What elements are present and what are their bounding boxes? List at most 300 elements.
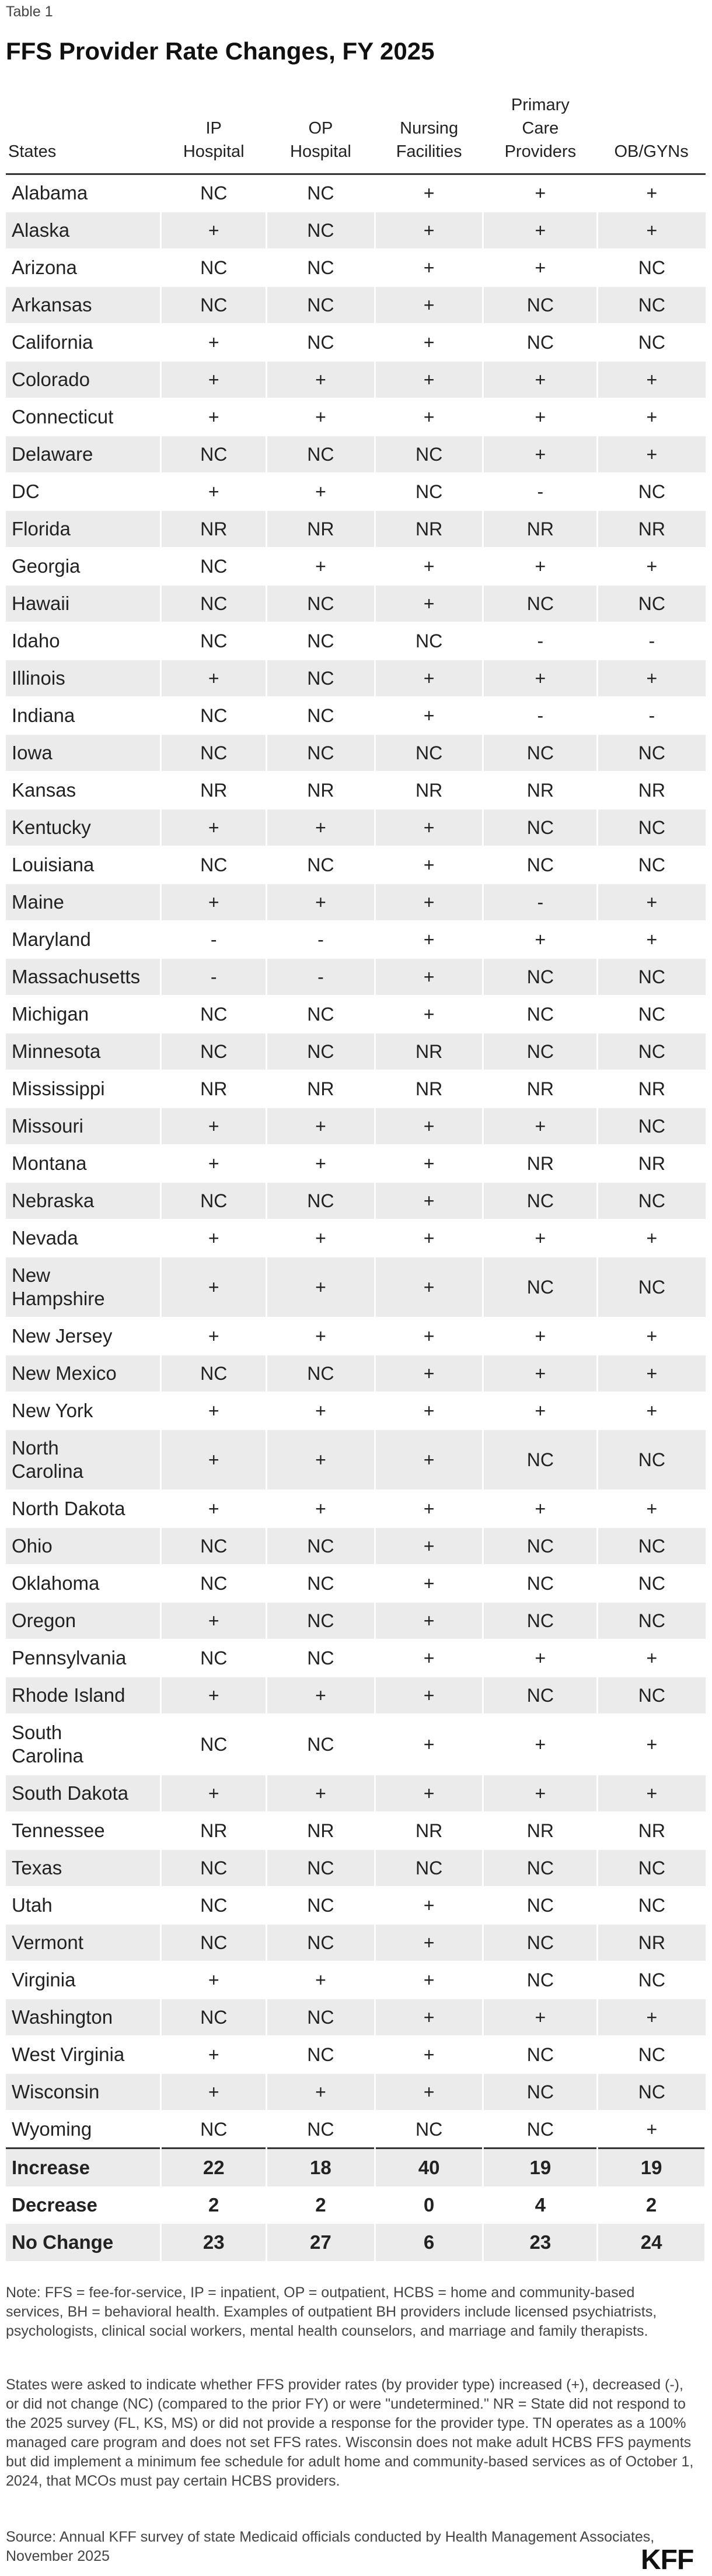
cell-ip: NC [161,2111,267,2149]
cell-nf: + [375,1775,483,1812]
cell-obgyn: NC [598,2036,706,2073]
table-row [6,1145,706,1182]
cell-op: + [267,473,375,510]
cell-ip: + [161,212,267,249]
cell-obgyn: + [598,1392,706,1429]
cell-ip: NC [161,1033,267,1070]
cell-obgyn: NC [598,1182,706,1219]
state-name: Massachusetts [6,958,161,996]
total-obgyn: 19 [598,2149,706,2187]
table-row [6,510,706,548]
cell-pcp: + [483,1392,598,1429]
cell-nf: + [375,324,483,361]
cell-ip: + [161,884,267,921]
cell-pcp: NC [483,846,598,884]
cell-obgyn: + [598,1775,706,1812]
state-name: Georgia [6,548,161,585]
cell-ip: + [161,1145,267,1182]
cell-obgyn: NC [598,1887,706,1924]
cell-pcp: NC [483,809,598,846]
table-row [6,1602,706,1639]
cell-ip: NC [161,585,267,622]
table-row [6,1639,706,1677]
cell-op: + [267,1961,375,1999]
table-row [6,2111,706,2149]
cell-op: NR [267,772,375,809]
cell-op: + [267,1317,375,1355]
table-row [6,697,706,734]
cell-op: NC [267,1887,375,1924]
cell-ip: NR [161,1812,267,1849]
cell-obgyn: NC [598,1849,706,1887]
cell-ip: NC [161,622,267,660]
table-row [6,1070,706,1107]
table-row [6,1317,706,1355]
cell-pcp: NR [483,1145,598,1182]
state-name: Delaware [6,436,161,473]
cell-op: + [267,1429,375,1490]
state-name: North Dakota [6,1490,161,1527]
state-name: New York [6,1392,161,1429]
cell-obgyn: NR [598,772,706,809]
cell-op: + [267,1775,375,1812]
state-name: DC [6,473,161,510]
cell-nf: NR [375,1812,483,1849]
state-name: Arizona [6,249,161,286]
header-states: States [6,92,161,174]
cell-obgyn: + [598,436,706,473]
table-row [6,1887,706,1924]
cell-ip: + [161,1392,267,1429]
cell-obgyn: + [598,921,706,958]
cell-pcp: - [483,884,598,921]
table-row [6,660,706,697]
cell-op: NR [267,510,375,548]
total-ip: 23 [161,2224,267,2261]
state-name: Oregon [6,1602,161,1639]
cell-ip: + [161,398,267,436]
cell-ip: NC [161,174,267,212]
table-row [6,174,706,212]
cell-ip: NC [161,548,267,585]
cell-obgyn: NC [598,473,706,510]
cell-op: NC [267,249,375,286]
cell-ip: NR [161,510,267,548]
cell-nf: + [375,660,483,697]
table-row [6,1924,706,1961]
cell-ip: + [161,1429,267,1490]
table-row [6,473,706,510]
cell-obgyn: NC [598,1527,706,1565]
state-name: Vermont [6,1924,161,1961]
cell-obgyn: + [598,660,706,697]
total-obgyn: 24 [598,2224,706,2261]
rate-table [6,92,706,2261]
table-row [6,734,706,772]
totals-label: No Change [6,2224,161,2261]
cell-op: + [267,361,375,398]
cell-pcp: + [483,921,598,958]
total-nf: 6 [375,2224,483,2261]
cell-pcp: NC [483,1961,598,1999]
table-row [6,249,706,286]
cell-obgyn: NC [598,996,706,1033]
table-label: Table 1 [6,3,53,20]
cell-obgyn: NC [598,1033,706,1070]
header-obgyns: OB/GYNs [598,92,706,174]
cell-nf: + [375,1429,483,1490]
state-name: Kansas [6,772,161,809]
cell-ip: NC [161,1639,267,1677]
cell-pcp: NC [483,996,598,1033]
cell-ip: + [161,660,267,697]
cell-nf: + [375,1999,483,2036]
cell-op: + [267,1219,375,1257]
table-row [6,1219,706,1257]
cell-ip: + [161,1602,267,1639]
total-pcp: 4 [483,2186,598,2224]
header-primary-care: Primary Care Providers [483,92,598,174]
cell-ip: + [161,1490,267,1527]
state-name: California [6,324,161,361]
cell-nf: + [375,809,483,846]
totals-row [6,2224,706,2261]
table-row [6,846,706,884]
cell-obgyn: NR [598,510,706,548]
table-row [6,398,706,436]
cell-nf: + [375,697,483,734]
cell-pcp: + [483,1714,598,1775]
cell-nf: + [375,1602,483,1639]
cell-pcp: NR [483,510,598,548]
header-nursing-facilities: Nursing Facilities [375,92,483,174]
cell-nf: + [375,398,483,436]
cell-pcp: NC [483,1924,598,1961]
state-name: Nebraska [6,1182,161,1219]
cell-pcp: + [483,1219,598,1257]
cell-obgyn: + [598,1219,706,1257]
cell-op: NC [267,734,375,772]
table-row [6,772,706,809]
cell-ip: + [161,2036,267,2073]
cell-ip: NR [161,772,267,809]
state-name: Hawaii [6,585,161,622]
cell-op: NC [267,1999,375,2036]
cell-obgyn: NC [598,1602,706,1639]
state-name: Michigan [6,996,161,1033]
cell-op: + [267,398,375,436]
cell-ip: - [161,921,267,958]
table-row [6,809,706,846]
cell-obgyn: NC [598,846,706,884]
cell-op: + [267,1257,375,1317]
state-name: Colorado [6,361,161,398]
cell-nf: + [375,548,483,585]
cell-pcp: + [483,212,598,249]
cell-ip: NC [161,1887,267,1924]
total-pcp: 19 [483,2149,598,2187]
table-row [6,548,706,585]
table-row [6,958,706,996]
state-name: Illinois [6,660,161,697]
cell-nf: + [375,2036,483,2073]
total-obgyn: 2 [598,2186,706,2224]
cell-nf: + [375,1677,483,1714]
cell-obgyn: NC [598,1107,706,1145]
cell-ip: + [161,1317,267,1355]
cell-pcp: NC [483,1182,598,1219]
cell-nf: + [375,2073,483,2111]
state-name: Maryland [6,921,161,958]
table-row [6,1182,706,1219]
header-row [6,92,706,174]
cell-pcp: + [483,1107,598,1145]
state-name: Missouri [6,1107,161,1145]
state-name: New Hampshire [6,1257,161,1317]
state-name: Washington [6,1999,161,2036]
cell-nf: + [375,212,483,249]
state-name: Connecticut [6,398,161,436]
totals-label: Increase [6,2149,161,2187]
cell-pcp: + [483,436,598,473]
state-name: Virginia [6,1961,161,1999]
cell-nf: + [375,1924,483,1961]
cell-pcp: + [483,249,598,286]
table-row [6,1107,706,1145]
state-name: Alaska [6,212,161,249]
header-ip-hospital: IP Hospital [161,92,267,174]
table-row [6,1714,706,1775]
cell-nf: + [375,1887,483,1924]
cell-op: NC [267,1714,375,1775]
cell-obgyn: NC [598,1257,706,1317]
cell-pcp: + [483,1999,598,2036]
cell-obgyn: + [598,1714,706,1775]
cell-nf: NR [375,510,483,548]
cell-nf: + [375,361,483,398]
cell-pcp: NC [483,2036,598,2073]
state-name: Maine [6,884,161,921]
cell-op: + [267,1392,375,1429]
table-body [6,174,706,2149]
table-row [6,1355,706,1392]
table-row [6,884,706,921]
state-name: North Carolina [6,1429,161,1490]
state-name: Rhode Island [6,1677,161,1714]
total-ip: 22 [161,2149,267,2187]
cell-obgyn: + [598,361,706,398]
cell-op: + [267,1107,375,1145]
cell-nf: NC [375,622,483,660]
cell-pcp: + [483,398,598,436]
cell-op: NC [267,1033,375,1070]
table-row [6,1999,706,2036]
cell-ip: NC [161,1849,267,1887]
cell-pcp: NC [483,2111,598,2149]
state-name: Texas [6,1849,161,1887]
cell-nf: + [375,174,483,212]
total-pcp: 23 [483,2224,598,2261]
table-row [6,1775,706,1812]
table-row [6,921,706,958]
state-name: Nevada [6,1219,161,1257]
cell-obgyn: NC [598,324,706,361]
cell-pcp: NR [483,1070,598,1107]
state-name: Ohio [6,1527,161,1565]
cell-ip: NC [161,734,267,772]
cell-op: + [267,2073,375,2111]
cell-ip: NC [161,1565,267,1602]
state-name: Tennessee [6,1812,161,1849]
cell-nf: + [375,1182,483,1219]
table-row [6,1392,706,1429]
cell-op: + [267,548,375,585]
cell-pcp: NC [483,585,598,622]
cell-nf: + [375,1355,483,1392]
cell-nf: + [375,1490,483,1527]
table-row [6,1527,706,1565]
table-row [6,1849,706,1887]
cell-op: NC [267,585,375,622]
cell-pcp: - [483,697,598,734]
cell-op: NC [267,1924,375,1961]
cell-pcp: + [483,548,598,585]
cell-pcp: NC [483,286,598,324]
cell-pcp: NC [483,1602,598,1639]
cell-obgyn: NR [598,1145,706,1182]
cell-nf: + [375,1392,483,1429]
state-name: West Virginia [6,2036,161,2073]
state-name: Pennsylvania [6,1639,161,1677]
cell-obgyn: + [598,1639,706,1677]
state-name: Alabama [6,174,161,212]
cell-nf: NC [375,473,483,510]
cell-pcp: + [483,174,598,212]
cell-obgyn: + [598,2111,706,2149]
table-row [6,1490,706,1527]
cell-nf: NC [375,1849,483,1887]
cell-ip: NC [161,697,267,734]
state-name: Idaho [6,622,161,660]
cell-pcp: NC [483,1849,598,1887]
cell-op: NR [267,1812,375,1849]
cell-pcp: NC [483,2073,598,2111]
cell-pcp: NC [483,1677,598,1714]
cell-ip: + [161,2073,267,2111]
cell-nf: + [375,249,483,286]
cell-nf: NR [375,1070,483,1107]
cell-op: + [267,1490,375,1527]
cell-obgyn: - [598,622,706,660]
state-name: Minnesota [6,1033,161,1070]
table-row [6,436,706,473]
cell-obgyn: NC [598,1961,706,1999]
cell-ip: + [161,1257,267,1317]
cell-obgyn: NC [598,734,706,772]
cell-op: - [267,921,375,958]
state-name: South Dakota [6,1775,161,1812]
cell-obgyn: + [598,174,706,212]
cell-ip: NC [161,286,267,324]
cell-ip: NC [161,1714,267,1775]
cell-op: - [267,958,375,996]
cell-op: NC [267,2111,375,2149]
cell-nf: + [375,1639,483,1677]
cell-obgyn: + [598,212,706,249]
cell-pcp: NC [483,1257,598,1317]
cell-nf: + [375,996,483,1033]
cell-ip: NR [161,1070,267,1107]
cell-obgyn: NR [598,1812,706,1849]
cell-pcp: NC [483,1565,598,1602]
cell-pcp: - [483,473,598,510]
cell-obgyn: + [598,548,706,585]
table-totals [6,2149,706,2262]
cell-pcp: + [483,361,598,398]
state-name: Arkansas [6,286,161,324]
totals-row [6,2186,706,2224]
cell-nf: + [375,1565,483,1602]
cell-ip: + [161,1961,267,1999]
cell-obgyn: - [598,697,706,734]
cell-pcp: NC [483,1887,598,1924]
cell-op: NC [267,1565,375,1602]
cell-nf: + [375,1317,483,1355]
cell-ip: + [161,361,267,398]
cell-op: NC [267,1639,375,1677]
cell-op: NC [267,1849,375,1887]
cell-ip: NC [161,436,267,473]
cell-nf: NC [375,734,483,772]
cell-op: NC [267,174,375,212]
cell-obgyn: NC [598,809,706,846]
cell-pcp: + [483,660,598,697]
cell-op: NC [267,324,375,361]
table-row [6,1429,706,1490]
cell-op: + [267,1677,375,1714]
totals-row [6,2149,706,2187]
cell-obgyn: NC [598,958,706,996]
cell-obgyn: NC [598,249,706,286]
total-ip: 2 [161,2186,267,2224]
cell-ip: NC [161,996,267,1033]
state-name: Iowa [6,734,161,772]
cell-nf: NC [375,436,483,473]
state-name: New Jersey [6,1317,161,1355]
cell-obgyn: + [598,398,706,436]
totals-label: Decrease [6,2186,161,2224]
cell-nf: NC [375,2111,483,2149]
table-row [6,1677,706,1714]
table-row [6,286,706,324]
state-name: Wisconsin [6,2073,161,2111]
cell-pcp: NC [483,1033,598,1070]
table-row [6,1961,706,1999]
cell-op: NC [267,846,375,884]
cell-ip: NC [161,1527,267,1565]
cell-ip: NC [161,1355,267,1392]
total-nf: 0 [375,2186,483,2224]
cell-nf: + [375,1714,483,1775]
table-row [6,2073,706,2111]
cell-nf: + [375,585,483,622]
table-row [6,622,706,660]
cell-pcp: NR [483,1812,598,1849]
cell-obgyn: NC [598,2073,706,2111]
source-note: Source: Annual KFF survey of state Medicaid officials conducted by Health Management Associates, November 2025 [6,2529,655,2564]
cell-obgyn: NC [598,1429,706,1490]
cell-op: NC [267,436,375,473]
